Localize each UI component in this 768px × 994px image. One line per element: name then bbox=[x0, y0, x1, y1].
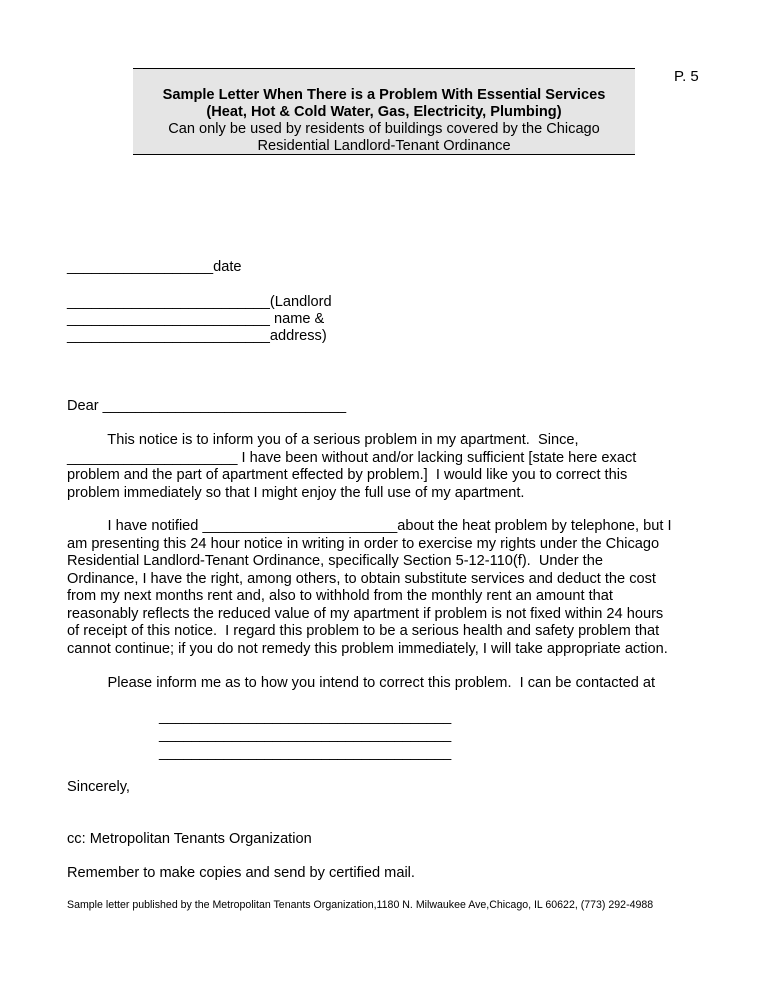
landlord-line-1: _________________________(Landlord bbox=[67, 294, 332, 310]
footer-publisher: Sample letter published by the Metropolitan Tenants Organization,1180 N. Milwaukee Ave,Chicago, IL 60622, (773) 292-4988 bbox=[67, 899, 654, 911]
paragraph-1 bbox=[67, 432, 707, 502]
landlord-line-2: _________________________ name & bbox=[67, 311, 325, 327]
header-subtitle-line1: Can only be used by residents of buildings covered by the Chicago bbox=[168, 121, 600, 137]
paragraph-1-line: _____________________ I have been without and/or lacking sufficient [state here exact bbox=[67, 449, 637, 466]
paragraph-2-line: Ordinance, I have the right, among others, to obtain substitute services and deduct the cost bbox=[67, 570, 656, 587]
paragraph-2-line: am presenting this 24 hour notice in writing in order to exercise my rights under the Chicago bbox=[67, 535, 660, 552]
paragraph-2-line: of receipt of this notice. I regard this problem to be a serious health and safety problem that bbox=[67, 623, 660, 639]
paragraph-2-line: I have notified ________________________about the heat problem by telephone, but I bbox=[67, 518, 672, 534]
page-number: P. 5 bbox=[674, 68, 699, 85]
reminder-note: Remember to make copies and send by certified mail. bbox=[67, 865, 415, 881]
paragraph-2 bbox=[67, 518, 707, 658]
paragraph-1-line: This notice is to inform you of a serious problem in my apartment. Since, bbox=[67, 432, 579, 448]
contact-line-2: ____________________________________ bbox=[159, 727, 452, 743]
header-title-line1: Sample Letter When There is a Problem With Essential Services bbox=[162, 87, 606, 103]
date-line: __________________date bbox=[67, 259, 242, 275]
letter-header bbox=[133, 68, 635, 155]
closing: Sincerely, bbox=[67, 779, 130, 795]
landlord-line-3: _________________________address) bbox=[67, 328, 327, 344]
paragraph-2-line: from my next months rent and, also to withhold from the monthly rent an amount that bbox=[67, 588, 613, 604]
contact-line-3: ____________________________________ bbox=[159, 745, 452, 761]
paragraph-1-line: problem and the part of apartment effected by problem.] I would like you to correct this bbox=[67, 467, 628, 483]
header-title-line2: (Heat, Hot & Cold Water, Gas, Electricity, Plumbing) bbox=[206, 104, 562, 120]
salutation: Dear ______________________________ bbox=[67, 398, 347, 414]
paragraph-2-line: cannot continue; if you do not remedy this problem immediately, I will take appropriate action. bbox=[67, 640, 668, 657]
paragraph-1-line: problem immediately so that I might enjoy the full use of my apartment. bbox=[67, 484, 525, 501]
contact-line-1: ____________________________________ bbox=[159, 709, 452, 725]
paragraph-2-line: reasonably reflects the reduced value of my apartment if problem is not fixed within 24 hours bbox=[67, 605, 664, 622]
paragraph-2-line: Residential Landlord-Tenant Ordinance, specifically Section 5-12-110(f). Under the bbox=[67, 553, 603, 569]
paragraph-3: Please inform me as to how you intend to correct this problem. I can be contacted at bbox=[67, 675, 656, 691]
cc-line: cc: Metropolitan Tenants Organization bbox=[67, 831, 312, 847]
header-subtitle-line2: Residential Landlord-Tenant Ordinance bbox=[257, 138, 511, 154]
